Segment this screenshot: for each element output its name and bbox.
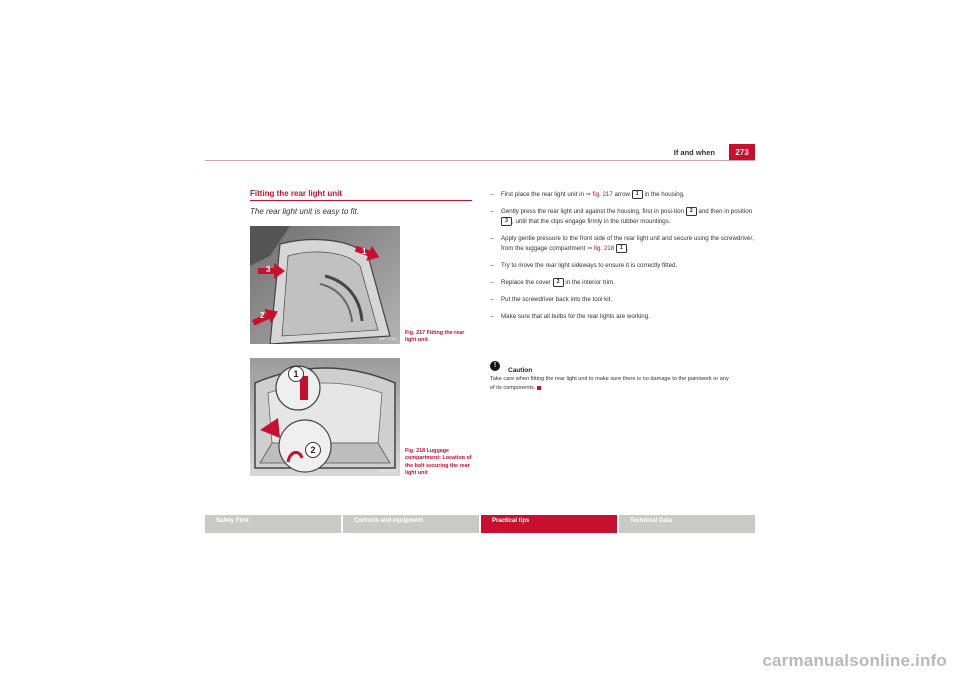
tab-controls-and-equipment[interactable]: Controls and equipment (343, 515, 479, 533)
figure-rear-light (250, 226, 400, 344)
tab-practical-tips[interactable]: Practical tips (481, 515, 617, 533)
step-2: – Gently press the rear light unit against the housing, first in posi-tion 2 and then in position 3 , until that the clips engage firmly in the rubber mountings. (490, 208, 753, 225)
callout-3: 3 (501, 217, 512, 226)
step-7: – Make sure that all bulbs for the rear lights are working. (490, 312, 650, 320)
marker-2: 2 (305, 442, 321, 458)
caution-heading (490, 357, 532, 374)
chapter-tabs (205, 515, 755, 533)
step-3: – Apply gentle pressure to the front side of the rear light unit and secure using the screwdriver, from the luggage compartment ⇒ fig. 218 1 . (490, 234, 754, 252)
watermark: carmanualsonline.info (762, 651, 947, 670)
marker-2: 2 (260, 311, 265, 320)
marker-1: 1 (362, 247, 367, 256)
marker-1: 1 (288, 366, 304, 382)
step-5: – Replace the cover 2 in the interior trim. (490, 278, 615, 286)
arrow-1 (355, 244, 381, 262)
chapter-title: If and when (673, 148, 715, 157)
caution-text: Take care when fitting the rear light unit to make sure there is no damage to the paintwork or any of its components. (490, 376, 729, 391)
arrow-3 (258, 262, 286, 280)
figure-code: B5R-0184 (379, 337, 396, 341)
section-end-marker (537, 386, 541, 390)
step-4: – Try to move the rear light sideways to ensure it is correctly fitted. (490, 261, 678, 269)
callout-1: 1 (616, 244, 627, 253)
tab-technical-data[interactable]: Technical Data (619, 515, 755, 533)
figure-caption-217: Fig. 217 Fitting the rear light unit (405, 330, 465, 344)
fig-217-link[interactable]: ⇒ fig. 217 (585, 191, 613, 199)
tab-safety-first[interactable]: Safety First (205, 515, 341, 533)
figure-luggage-compartment (250, 358, 400, 476)
section-title: Fitting the rear light unit (250, 189, 342, 198)
callout-2: 2 (553, 278, 564, 287)
section-subtitle: The rear light unit is easy to fit. (250, 207, 359, 216)
luggage-compartment-illustration (250, 358, 400, 476)
page-number: 273 (729, 144, 755, 160)
figure-caption-218: Fig. 218 Luggage compartment: Location of the bolt securing the rear light unit (405, 448, 472, 476)
section-rule (250, 200, 472, 201)
instruction-steps (490, 190, 758, 329)
callout-2: 2 (686, 207, 697, 216)
exclamation-icon: ! (490, 361, 500, 371)
step-1: – First place the rear light unit in ⇒ fig. 217 arrow 1 in the housing. (490, 191, 685, 199)
arrow-2 (252, 308, 280, 326)
header-rule (205, 160, 755, 161)
step-6: – Put the screwdriver back into the tool kit. (490, 295, 613, 303)
fig-218-link[interactable]: ⇒ fig. 218 (586, 244, 615, 252)
marker-3: 3 (266, 265, 271, 274)
callout-1: 1 (632, 190, 643, 199)
caution-label: Caution (508, 367, 533, 374)
figure-code: B5R-0186 (379, 469, 396, 473)
